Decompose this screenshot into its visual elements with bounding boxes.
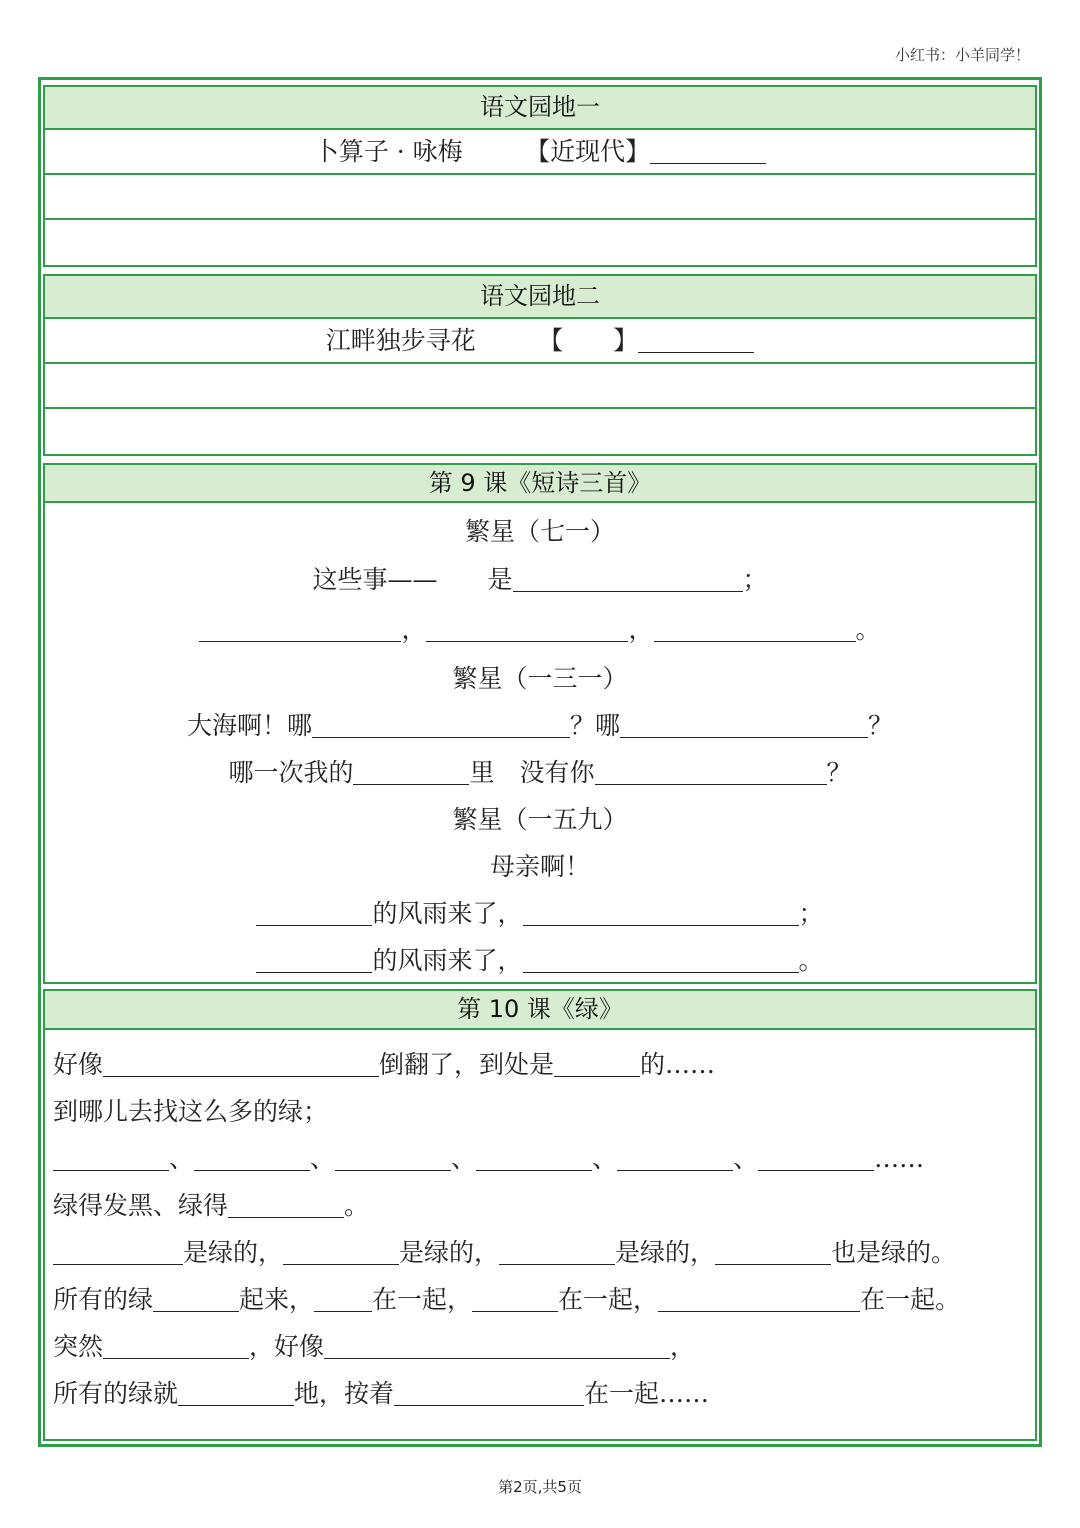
poem-heading: 繁星（一五九）: [452, 805, 628, 834]
answer-blank[interactable]: [523, 946, 799, 973]
writing-line[interactable]: [45, 175, 1035, 220]
poem-heading: 繁星（七一）: [464, 517, 615, 546]
answer-blank[interactable]: [199, 615, 401, 642]
section-yuwen-yuandi-2: [43, 274, 1037, 456]
fill-line: 好像 倒翻了，到处是 的……: [53, 1050, 716, 1079]
answer-blank[interactable]: [283, 1238, 399, 1265]
answer-blank[interactable]: [103, 1332, 249, 1359]
answer-blank[interactable]: [595, 758, 827, 785]
answer-blank[interactable]: [53, 1144, 169, 1171]
answer-blank[interactable]: [617, 1144, 733, 1171]
answer-blank[interactable]: [513, 565, 743, 592]
section-lesson-9: [43, 463, 1037, 984]
answer-blank[interactable]: [654, 615, 856, 642]
section-lesson-10: [43, 989, 1037, 1441]
poem-heading: 繁星（一三一）: [452, 664, 628, 693]
answer-blank[interactable]: [314, 1285, 372, 1312]
section-title: 语文园地二: [45, 276, 1035, 319]
fill-line: ， ， 。: [45, 605, 1035, 655]
poem-line: 母亲啊！: [489, 852, 590, 881]
answer-blank[interactable]: [153, 1285, 239, 1312]
watermark-text: 小红书：小羊同学！: [894, 46, 1030, 64]
answer-blank[interactable]: [472, 1285, 558, 1312]
fill-line: 的风雨来了， 。: [45, 937, 1035, 984]
fill-line: 这些事—— 是 ；: [312, 565, 768, 594]
author-blank[interactable]: [638, 326, 754, 353]
answer-blank[interactable]: [324, 1332, 670, 1359]
writing-line[interactable]: [45, 220, 1035, 265]
answer-blank[interactable]: [256, 899, 372, 926]
answer-blank[interactable]: [523, 899, 799, 926]
answer-blank[interactable]: [53, 1238, 183, 1265]
fill-line: 突然 ，好像 ，: [53, 1332, 696, 1361]
section-yuwen-yuandi-1: [43, 85, 1037, 267]
section-title: 第 10 课《绿》: [45, 991, 1035, 1030]
writing-line[interactable]: [45, 364, 1035, 409]
answer-blank[interactable]: [476, 1144, 592, 1171]
answer-blank[interactable]: [103, 1050, 379, 1077]
answer-blank[interactable]: [194, 1144, 310, 1171]
page-number: 第2页,共5页: [498, 1478, 582, 1496]
fill-line: 是绿的， 是绿的， 是绿的， 也是绿的。: [45, 1229, 1035, 1276]
fill-line: 大海啊！哪 ？哪 ？: [186, 711, 894, 740]
answer-blank[interactable]: [335, 1144, 451, 1171]
writing-line[interactable]: [45, 409, 1035, 454]
poem-title-row: [45, 130, 1035, 175]
answer-blank[interactable]: [353, 758, 469, 785]
answer-blank[interactable]: [758, 1144, 874, 1171]
answer-blank[interactable]: [312, 711, 570, 738]
fill-line: 绿得发黑、绿得 。: [53, 1191, 370, 1220]
answer-blank[interactable]: [178, 1379, 294, 1406]
fill-line: 所有的绿就 地，按着 在一起……: [53, 1379, 710, 1408]
fill-line: 、 、 、 、 、 ……: [45, 1135, 1035, 1182]
answer-blank[interactable]: [554, 1050, 640, 1077]
answer-blank[interactable]: [228, 1191, 344, 1218]
text-line: 到哪儿去找这么多的绿；: [53, 1097, 329, 1126]
answer-blank[interactable]: [394, 1379, 584, 1406]
section-title: 语文园地一: [45, 87, 1035, 130]
fill-line: 的风雨来了， ；: [45, 890, 1035, 937]
answer-blank[interactable]: [715, 1238, 831, 1265]
fill-line: 所有的绿 起来， 在一起， 在一起， 在一起。: [53, 1285, 961, 1314]
poem-title-row: [45, 319, 1035, 364]
answer-blank[interactable]: [256, 946, 372, 973]
author-blank[interactable]: [650, 137, 766, 164]
answer-blank[interactable]: [426, 615, 628, 642]
poem-title: 卜算子 · 咏梅 【近现代】: [313, 137, 651, 166]
poem-title: 江畔独步寻花 【 】: [325, 326, 639, 355]
answer-blank[interactable]: [658, 1285, 860, 1312]
section-title: 第 9 课《短诗三首》: [45, 465, 1035, 503]
answer-blank[interactable]: [620, 711, 868, 738]
answer-blank[interactable]: [499, 1238, 615, 1265]
fill-line: 哪一次我的 里 没有你 ？: [228, 758, 852, 787]
